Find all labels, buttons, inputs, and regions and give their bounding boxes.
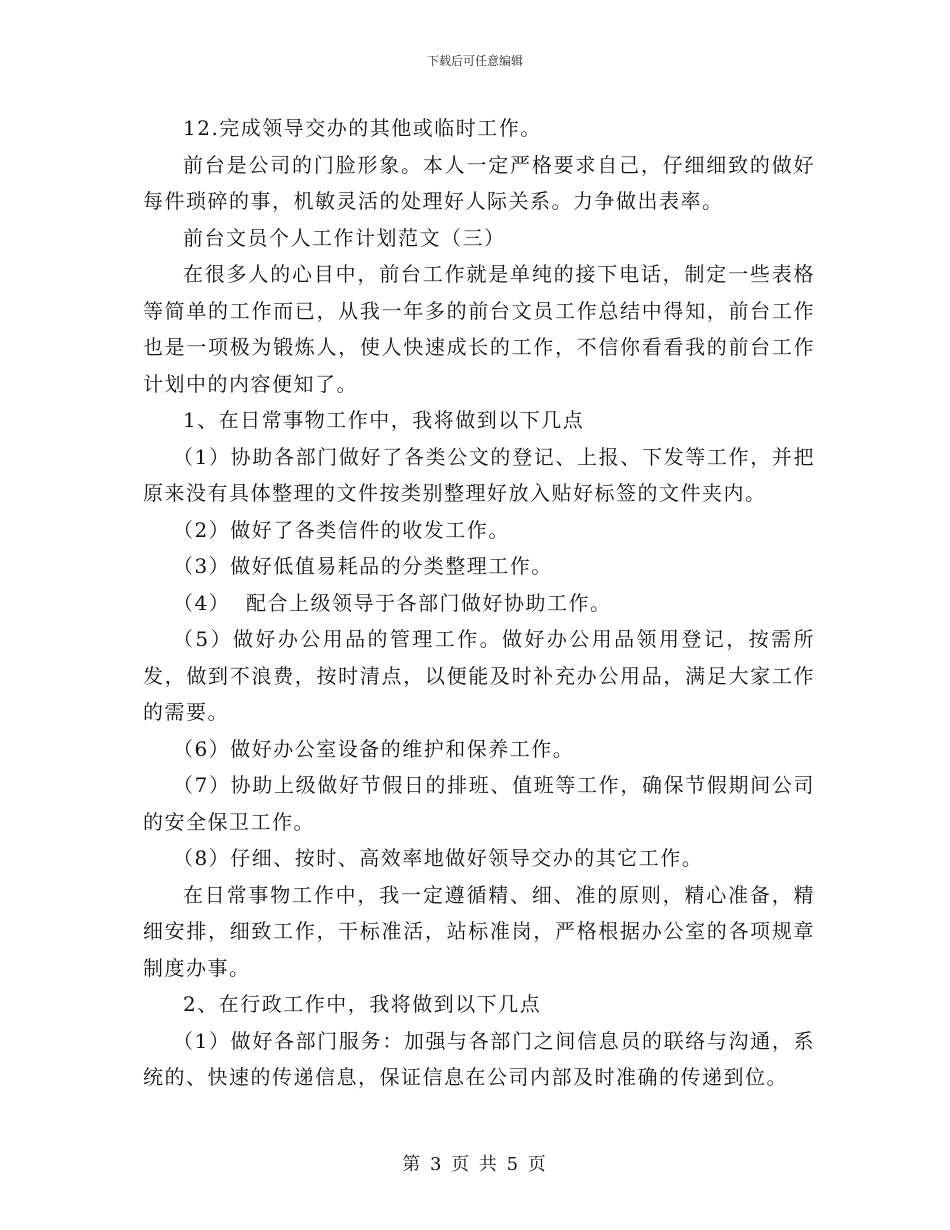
list-item: （8）仔细、按时、高效率地做好领导交办的其它工作。 xyxy=(173,846,704,870)
paragraph: 在很多人的心目中，前台工作就是单纯的接下电话，制定一些表格等简单的工作而已，从我一年多的前台文员工作总结中得知，前台工作也是一项极为锻炼人，使人快速成长的工作，不信你看看我的前台工作计划中的内容便知了。 xyxy=(143,262,815,396)
paragraph: 12.完成领导交办的其他或临时工作。 xyxy=(183,116,542,140)
list-item: （3）做好低值易耗品的分类整理工作。 xyxy=(173,554,553,578)
list-item: （2）做好了各类信件的收发工作。 xyxy=(173,517,510,542)
page-header: 下载后可任意编辑 xyxy=(426,54,523,68)
subsection-heading: 2、在行政工作中，我将做到以下几点 xyxy=(183,992,542,1016)
paragraph: 在日常事物工作中，我一定遵循精、细、准的原则，精心准备，精细安排，细致工作，干标准活，站标准岗，严格根据办公室的各项规章制度办事。 xyxy=(143,882,815,980)
list-item: （1）协助各部门做好了各类公文的登记、上报、下发等工作，并把原来没有具体整理的文件按类别整理好放入贴好标签的文件夹内。 xyxy=(143,444,815,505)
list-item: （5）做好办公用品的管理工作。做好办公用品领用登记，按需所发，做到不浪费，按时清点，以便能及时补充办公用品，满足大家工作的需要。 xyxy=(143,627,815,724)
section-title: 前台文员个人工作计划范文（三） xyxy=(183,225,506,250)
page-number-label: 第 3 页 共 5 页 xyxy=(402,1154,548,1175)
list-item: （6）做好办公室设备的维护和保养工作。 xyxy=(173,736,575,761)
subsection-heading: 1、在日常事物工作中，我将做到以下几点 xyxy=(183,408,585,432)
document-body xyxy=(143,110,815,1096)
list-item: （1）做好各部门服务：加强与各部门之间信息员的联络与沟通，系统的、快速的传递信息，保证信息在公司内部及时准确的传递到位。 xyxy=(143,1028,815,1089)
paragraph: 前台是公司的门脸形象。本人一定严格要求自己，仔细细致的做好每件琐碎的事，机敏灵活的处理好人际关系。力争做出表率。 xyxy=(143,152,815,213)
page-number xyxy=(0,1153,950,1177)
list-item: （4） 配合上级领导于各部门做好协助工作。 xyxy=(173,590,612,615)
list-item: （7）协助上级做好节假日的排班、值班等工作，确保节假期间公司的安全保卫工作。 xyxy=(143,773,815,834)
